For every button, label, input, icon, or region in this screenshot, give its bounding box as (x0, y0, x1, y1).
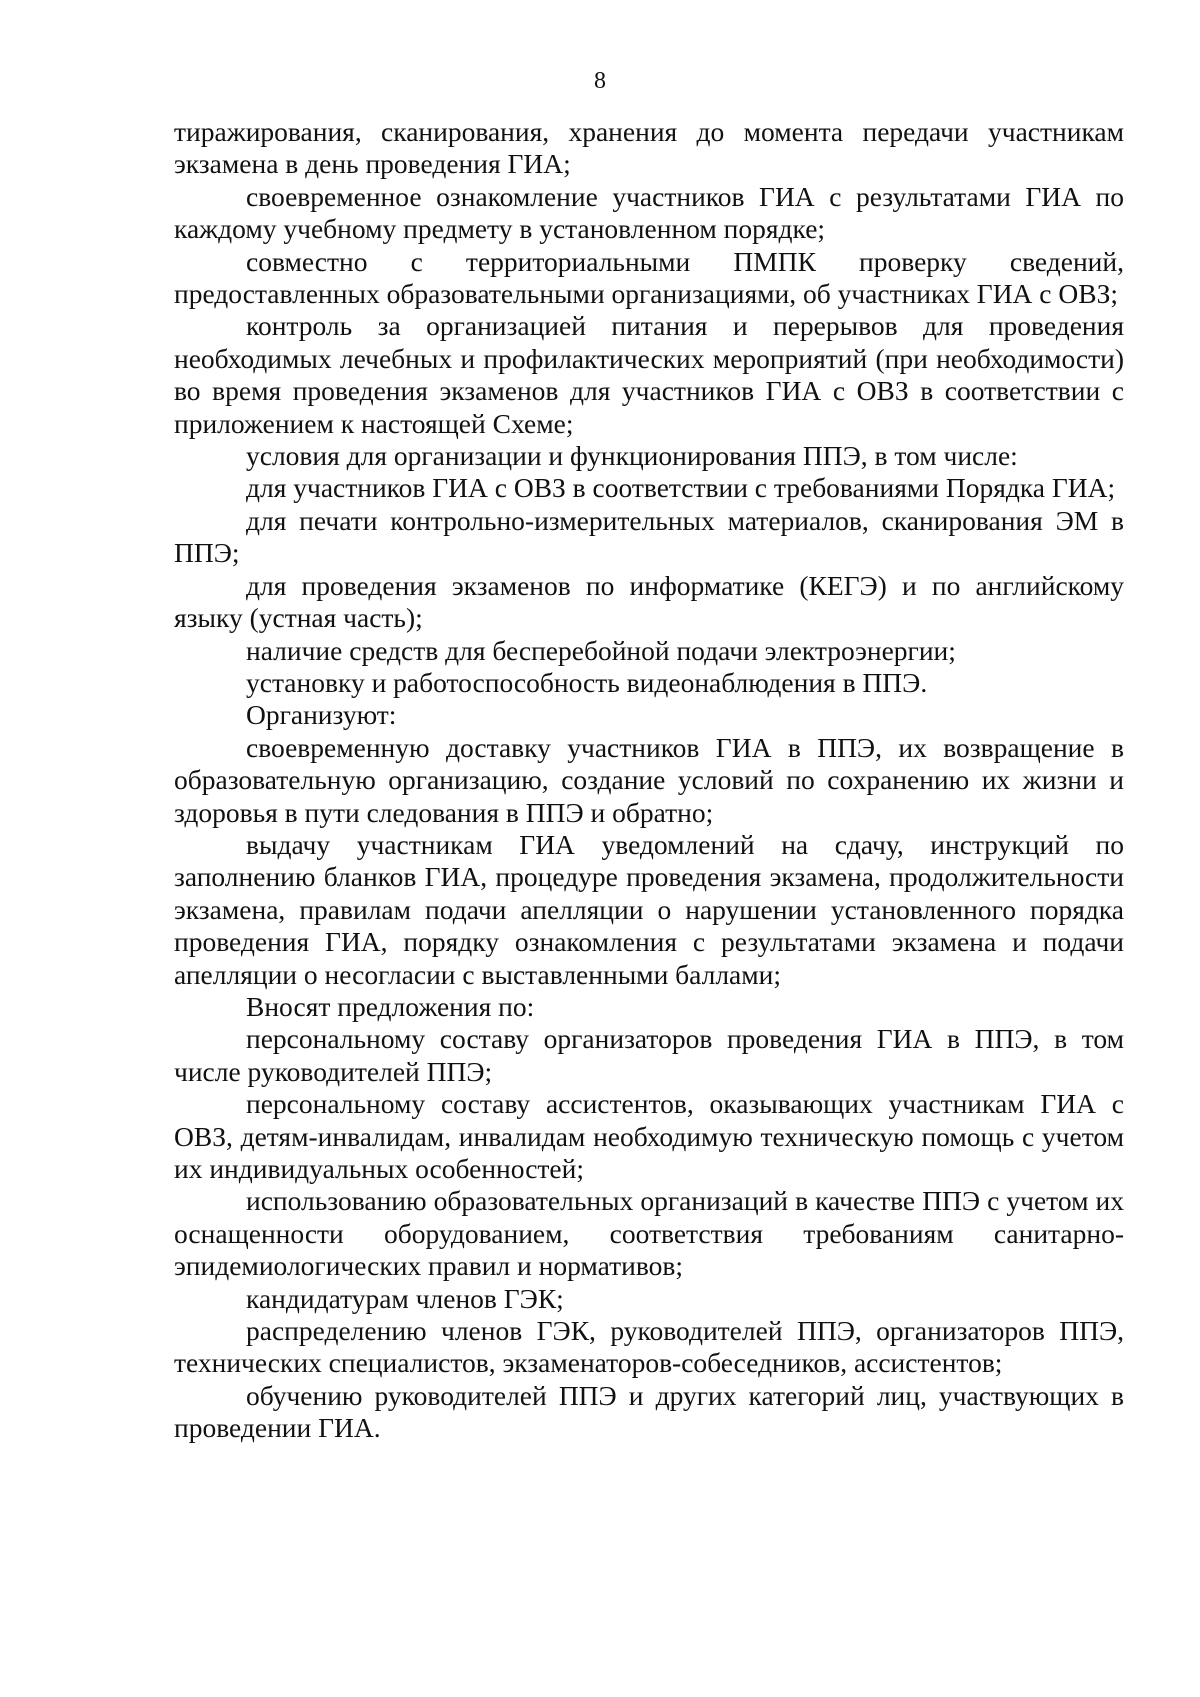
paragraph: распределению членов ГЭК, руководителей ППЭ, организаторов ППЭ, технических специалистов, экзаменаторов-собеседников, ассистентов; (174, 1315, 1124, 1379)
paragraph: тиражирования, сканирования, хранения до момента передачи участникам экзамена в день проведения ГИА; (174, 116, 1124, 180)
paragraph: совместно с территориальными ПМПК проверку сведений, предоставленных образовательными организациями, об участниках ГИА с ОВЗ; (174, 245, 1124, 310)
paragraph: установку и работоспособность видеонаблюдения в ППЭ. (246, 666, 928, 698)
paragraph: кандидатурам членов ГЭК; (246, 1282, 564, 1314)
page-number: 8 (594, 68, 606, 94)
paragraph: для печати контрольно-измерительных материалов, сканирования ЭМ в ППЭ; (174, 504, 1124, 569)
paragraph: своевременное ознакомление участников ГИА с результатами ГИА по каждому учебному предмету в установленном порядке; (174, 180, 1124, 245)
paragraph: для проведения экзаменов по информатике (КЕГЭ) и по английскому языку (устная часть); (174, 569, 1124, 634)
paragraph: Вносят предложения по: (246, 990, 535, 1022)
document-body (174, 116, 1124, 1445)
paragraph: выдачу участникам ГИА уведомлений на сдачу, инструкций по заполнению бланков ГИА, процедуре проведения экзамена, продолжительности экзамена, правилам подачи апелляции о нарушении установленного порядка проведения ГИА, порядку ознакомления с результатами экзамена и подачи апелляции о несогласии с выставленными баллами; (174, 828, 1124, 990)
paragraph: наличие средств для бесперебойной подачи электроэнергии; (246, 634, 956, 666)
paragraph: использованию образовательных организаций в качестве ППЭ с учетом их оснащенности оборудованием, соответствия требованиям санитарно-эпидемиологических правил и нормативов; (174, 1185, 1124, 1282)
paragraph: персональному составу организаторов проведения ГИА в ППЭ, в том числе руководителей ППЭ; (174, 1023, 1124, 1087)
paragraph: своевременную доставку участников ГИА в ППЭ, их возвращение в образовательную организацию, создание условий по сохранению их жизни и здоровья в пути следования в ППЭ и обратно; (174, 731, 1124, 828)
paragraph: Организуют: (246, 699, 397, 731)
paragraph: условия для организации и функционирования ППЭ, в том числе: (246, 440, 1018, 472)
paragraph: обучению руководителей ППЭ и других категорий лиц, участвующих в проведении ГИА. (174, 1379, 1124, 1444)
paragraph: для участников ГИА с ОВЗ в соответствии с требованиями Порядка ГИА; (246, 472, 1116, 504)
paragraph: контроль за организацией питания и перерывов для проведения необходимых лечебных и профилактических мероприятий (при необходимости) во время проведения экзаменов для участников ГИА с ОВЗ в соответствии с приложением к настоящей Схеме; (174, 310, 1124, 439)
paragraph: персональному составу ассистентов, оказывающих участникам ГИА с ОВЗ, детям-инвалидам, инвалидам необходимую техническую помощь с учетом их индивидуальных особенностей; (174, 1088, 1124, 1184)
